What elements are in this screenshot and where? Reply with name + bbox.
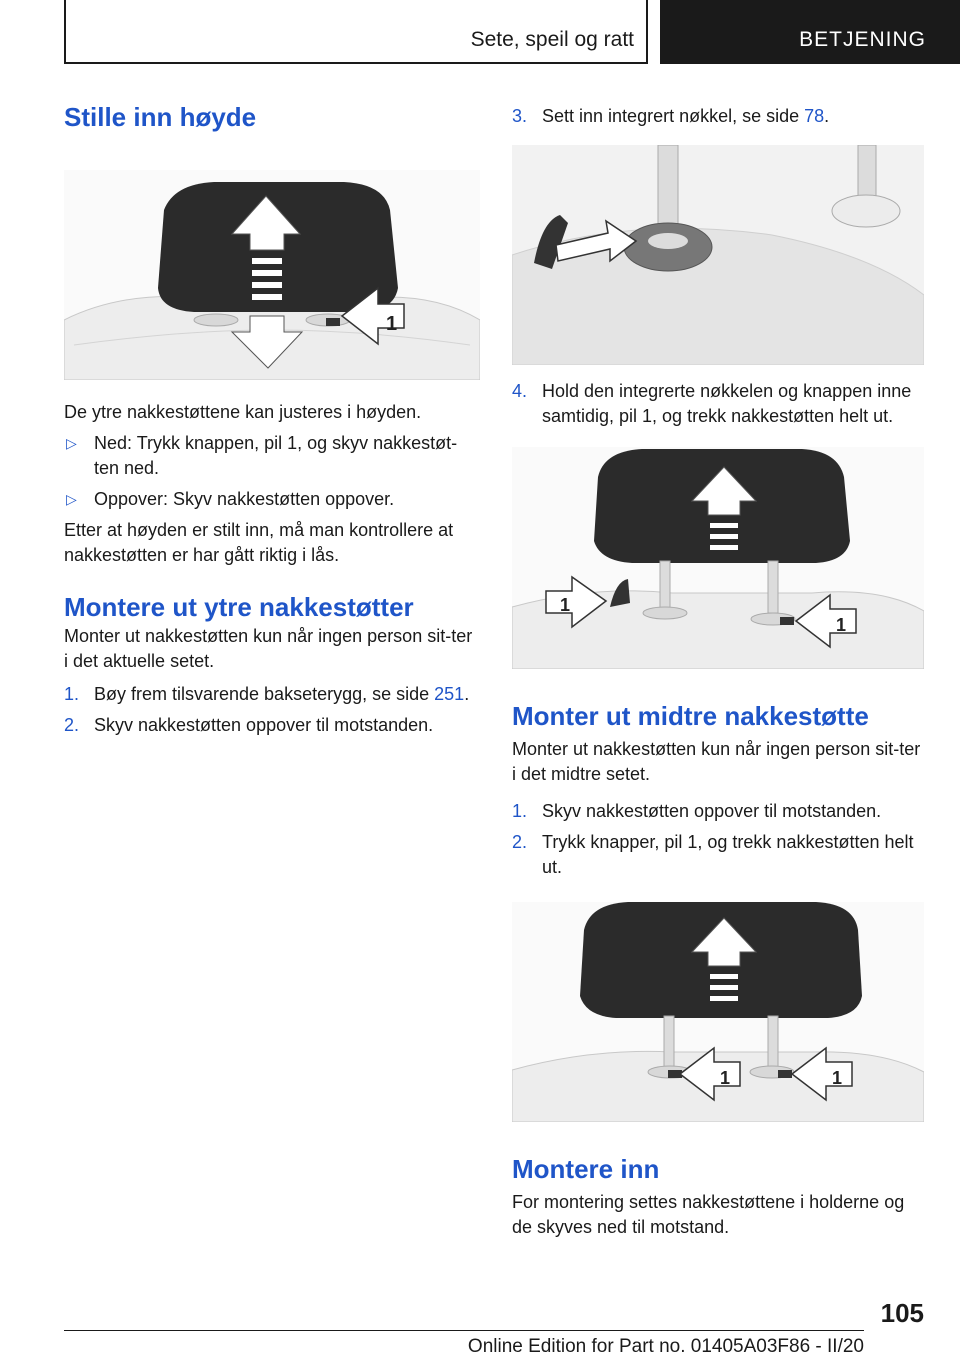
- page-number: 105: [880, 1298, 924, 1328]
- headrest-removal-figure: [512, 447, 924, 669]
- bullet-item: ▷ Oppover: Skyv nakkestøtten oppover.: [64, 487, 480, 512]
- paragraph-check-lock: Etter at høyden er stilt inn, må man kontrollere at nakkestøtten er har gått riktig i lås.: [64, 520, 454, 565]
- header-chapter-box: [660, 0, 960, 64]
- bullet-triangle-icon: ▷: [66, 435, 77, 451]
- heading-remove-outer: Montere ut ytre nakkestøtter: [64, 592, 414, 622]
- header-chapter-title: BETJENING: [799, 28, 926, 51]
- header-section-box: [64, 0, 648, 64]
- svg-text:1: 1: [832, 1068, 843, 1088]
- footer-rule: [64, 1330, 864, 1331]
- page-link[interactable]: 251: [434, 684, 465, 704]
- paragraph-install: For montering settes nakkestøttene i holderne og de skyves ned til motstand.: [512, 1192, 905, 1237]
- heading-install: Montere inn: [512, 1154, 660, 1184]
- paragraph-outer-adjustable: De ytre nakkestøttene kan justeres i høyden.: [64, 402, 422, 422]
- list-item: 4. Hold den integrerte nøkkelen og knappen inne samtidig, pil 1, og trekk nakkestøtten helt ut.: [512, 381, 912, 426]
- svg-text:1: 1: [720, 1068, 731, 1088]
- middle-headrest-figure: [512, 902, 924, 1122]
- bullet-triangle-icon: ▷: [66, 491, 77, 507]
- list-item: 3. Sett inn integrert nøkkel, se side 78.: [512, 106, 830, 126]
- svg-text:1: 1: [560, 595, 571, 615]
- list-item: 2. Trykk knapper, pil 1, og trekk nakkestøtten helt ut.: [512, 832, 914, 877]
- svg-text:1: 1: [836, 615, 847, 635]
- right-column: [512, 100, 924, 1240]
- svg-text:1: 1: [386, 313, 398, 335]
- headrest-height-figure: [64, 170, 480, 380]
- list-item: 1. Skyv nakkestøtten oppover til motstanden.: [512, 801, 882, 821]
- heading-adjust-height: Stille inn høyde: [64, 102, 257, 132]
- bullet-item: ▷ Ned: Trykk knappen, pil 1, og skyv nakkestøt-ten ned.: [66, 433, 458, 478]
- heading-remove-middle: Monter ut midtre nakkestøtte: [512, 701, 869, 731]
- list-item: 2. Skyv nakkestøtten oppover til motstanden.: [64, 715, 434, 735]
- footer-edition: Online Edition for Part no. 01405A03F86 - II/20: [467, 1336, 864, 1357]
- list-item: 1. Bøy frem tilsvarende bakseterygg, se side 251.: [64, 684, 470, 704]
- paragraph-remove-outer: Monter ut nakkestøtten kun når ingen person sit-ter i det aktuelle setet.: [64, 626, 473, 671]
- integrated-key-figure: [512, 145, 924, 365]
- left-column: [64, 100, 480, 738]
- header-section-title: Sete, speil og ratt: [470, 28, 634, 51]
- page-link[interactable]: 78: [804, 106, 825, 126]
- paragraph-remove-middle: Monter ut nakkestøtten kun når ingen person sit-ter i det midtre setet.: [512, 739, 921, 784]
